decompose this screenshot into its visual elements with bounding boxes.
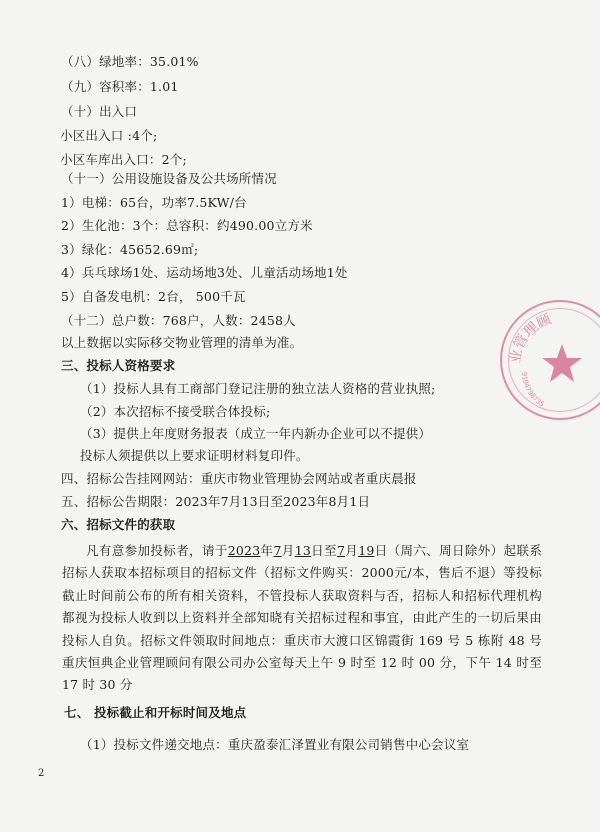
para-yue: 月	[281, 543, 295, 558]
date-month-start: 7	[273, 543, 282, 558]
para-yue2: 月	[345, 543, 359, 558]
tender-docs-paragraph	[62, 540, 542, 697]
para-ri: 日至	[311, 543, 337, 558]
para-rest: 日（周六、周日除外）起联系招标人获取本招标项目的招标文件（招标文件购买：2000元/本，售后不退）等投标截止时间前公布的所有相关资料，不管投标人获取资料与否，招标人和招标代理机构都视为投标人收到以上资料并全部知晓有关招标过程和事宜，由此产生的一切后果由投标人自负。招标文件领取时间地点：重庆市大渡口区锦霞街 169 号 5 栋附 48 号重庆恒典企业管理顾问有限公司办公室每天上午 9 时至 12 时 00 分，下午 14 时至 17 时 30 分	[62, 543, 543, 693]
line-facilities-title: （十一）公用设施设备及公共场所情况	[61, 171, 277, 186]
qualification-2: （2）本次招标不接受联合体投标;	[80, 404, 271, 419]
page-number: 2	[38, 768, 45, 779]
date-year: 2023	[227, 543, 261, 558]
para-start: 凡有意参加投标者，请于	[86, 543, 228, 558]
date-day-start: 13	[294, 543, 311, 558]
line-entrances-title: （十）出入口	[61, 104, 138, 119]
heading-tender-docs: 六、招标文件的获取	[61, 517, 176, 532]
line-greening: 3）绿化：45652.69㎡;	[61, 242, 199, 257]
line-sports: 4）兵乓球场1处、运动场地3处、儿童活动场地1处	[61, 265, 348, 280]
heading-qualification: 三、投标人资格要求	[61, 358, 176, 373]
company-seal	[500, 300, 600, 420]
heading-announcement-site: 四、招标公告挂网网站：重庆市物业管理协会网站或者重庆晨报	[61, 471, 417, 486]
line-households: （十二）总户数：768户，人数：2458人	[61, 313, 296, 328]
line-data-note: 以上数据以实际移交物业管理的清单为准。	[61, 335, 303, 350]
seal-star-icon	[502, 302, 600, 422]
seal-text-top: 业管理顾	[507, 311, 554, 365]
qualification-3: （3）提供上年度财务报表（成立一年内新办企业可以不提供）	[80, 426, 432, 441]
para-nian: 年	[260, 543, 274, 558]
qualification-note: 投标人须提供以上要求证明材料复印件。	[80, 448, 309, 463]
submission-location: （1）投标文件递交地点：重庆盈泰汇泽置业有限公司销售中心会议室	[80, 737, 470, 752]
line-septic-tanks: 2）生化池：3个：总容积：约490.00立方米	[61, 218, 313, 233]
line-community-entrances: 小区出入口 :4个;	[60, 128, 158, 143]
date-month-end: 7	[336, 543, 346, 558]
qualification-1: （1）投标人具有工商部门登记注册的独立法人资格的营业执照;	[80, 381, 436, 396]
line-green-rate: （八）绿地率：35.01%	[61, 54, 199, 69]
line-generators: 5）自备发电机：2台， 500千瓦	[61, 289, 246, 304]
line-garage-entrances: 小区车库出入口：2个;	[60, 152, 187, 167]
seal-text-bottom: 9104798735	[519, 371, 546, 409]
line-plot-ratio: （九）容积率：1.01	[61, 79, 179, 94]
line-elevators: 1）电梯：65台，功率7.5KW/台	[61, 195, 247, 210]
date-day-end: 19	[358, 543, 375, 558]
heading-announcement-period: 五、招标公告期限：2023年7月13日至2023年8月1日	[61, 494, 371, 509]
heading-bid-deadline: 七、 投标截止和开标时间及地点	[64, 705, 247, 720]
